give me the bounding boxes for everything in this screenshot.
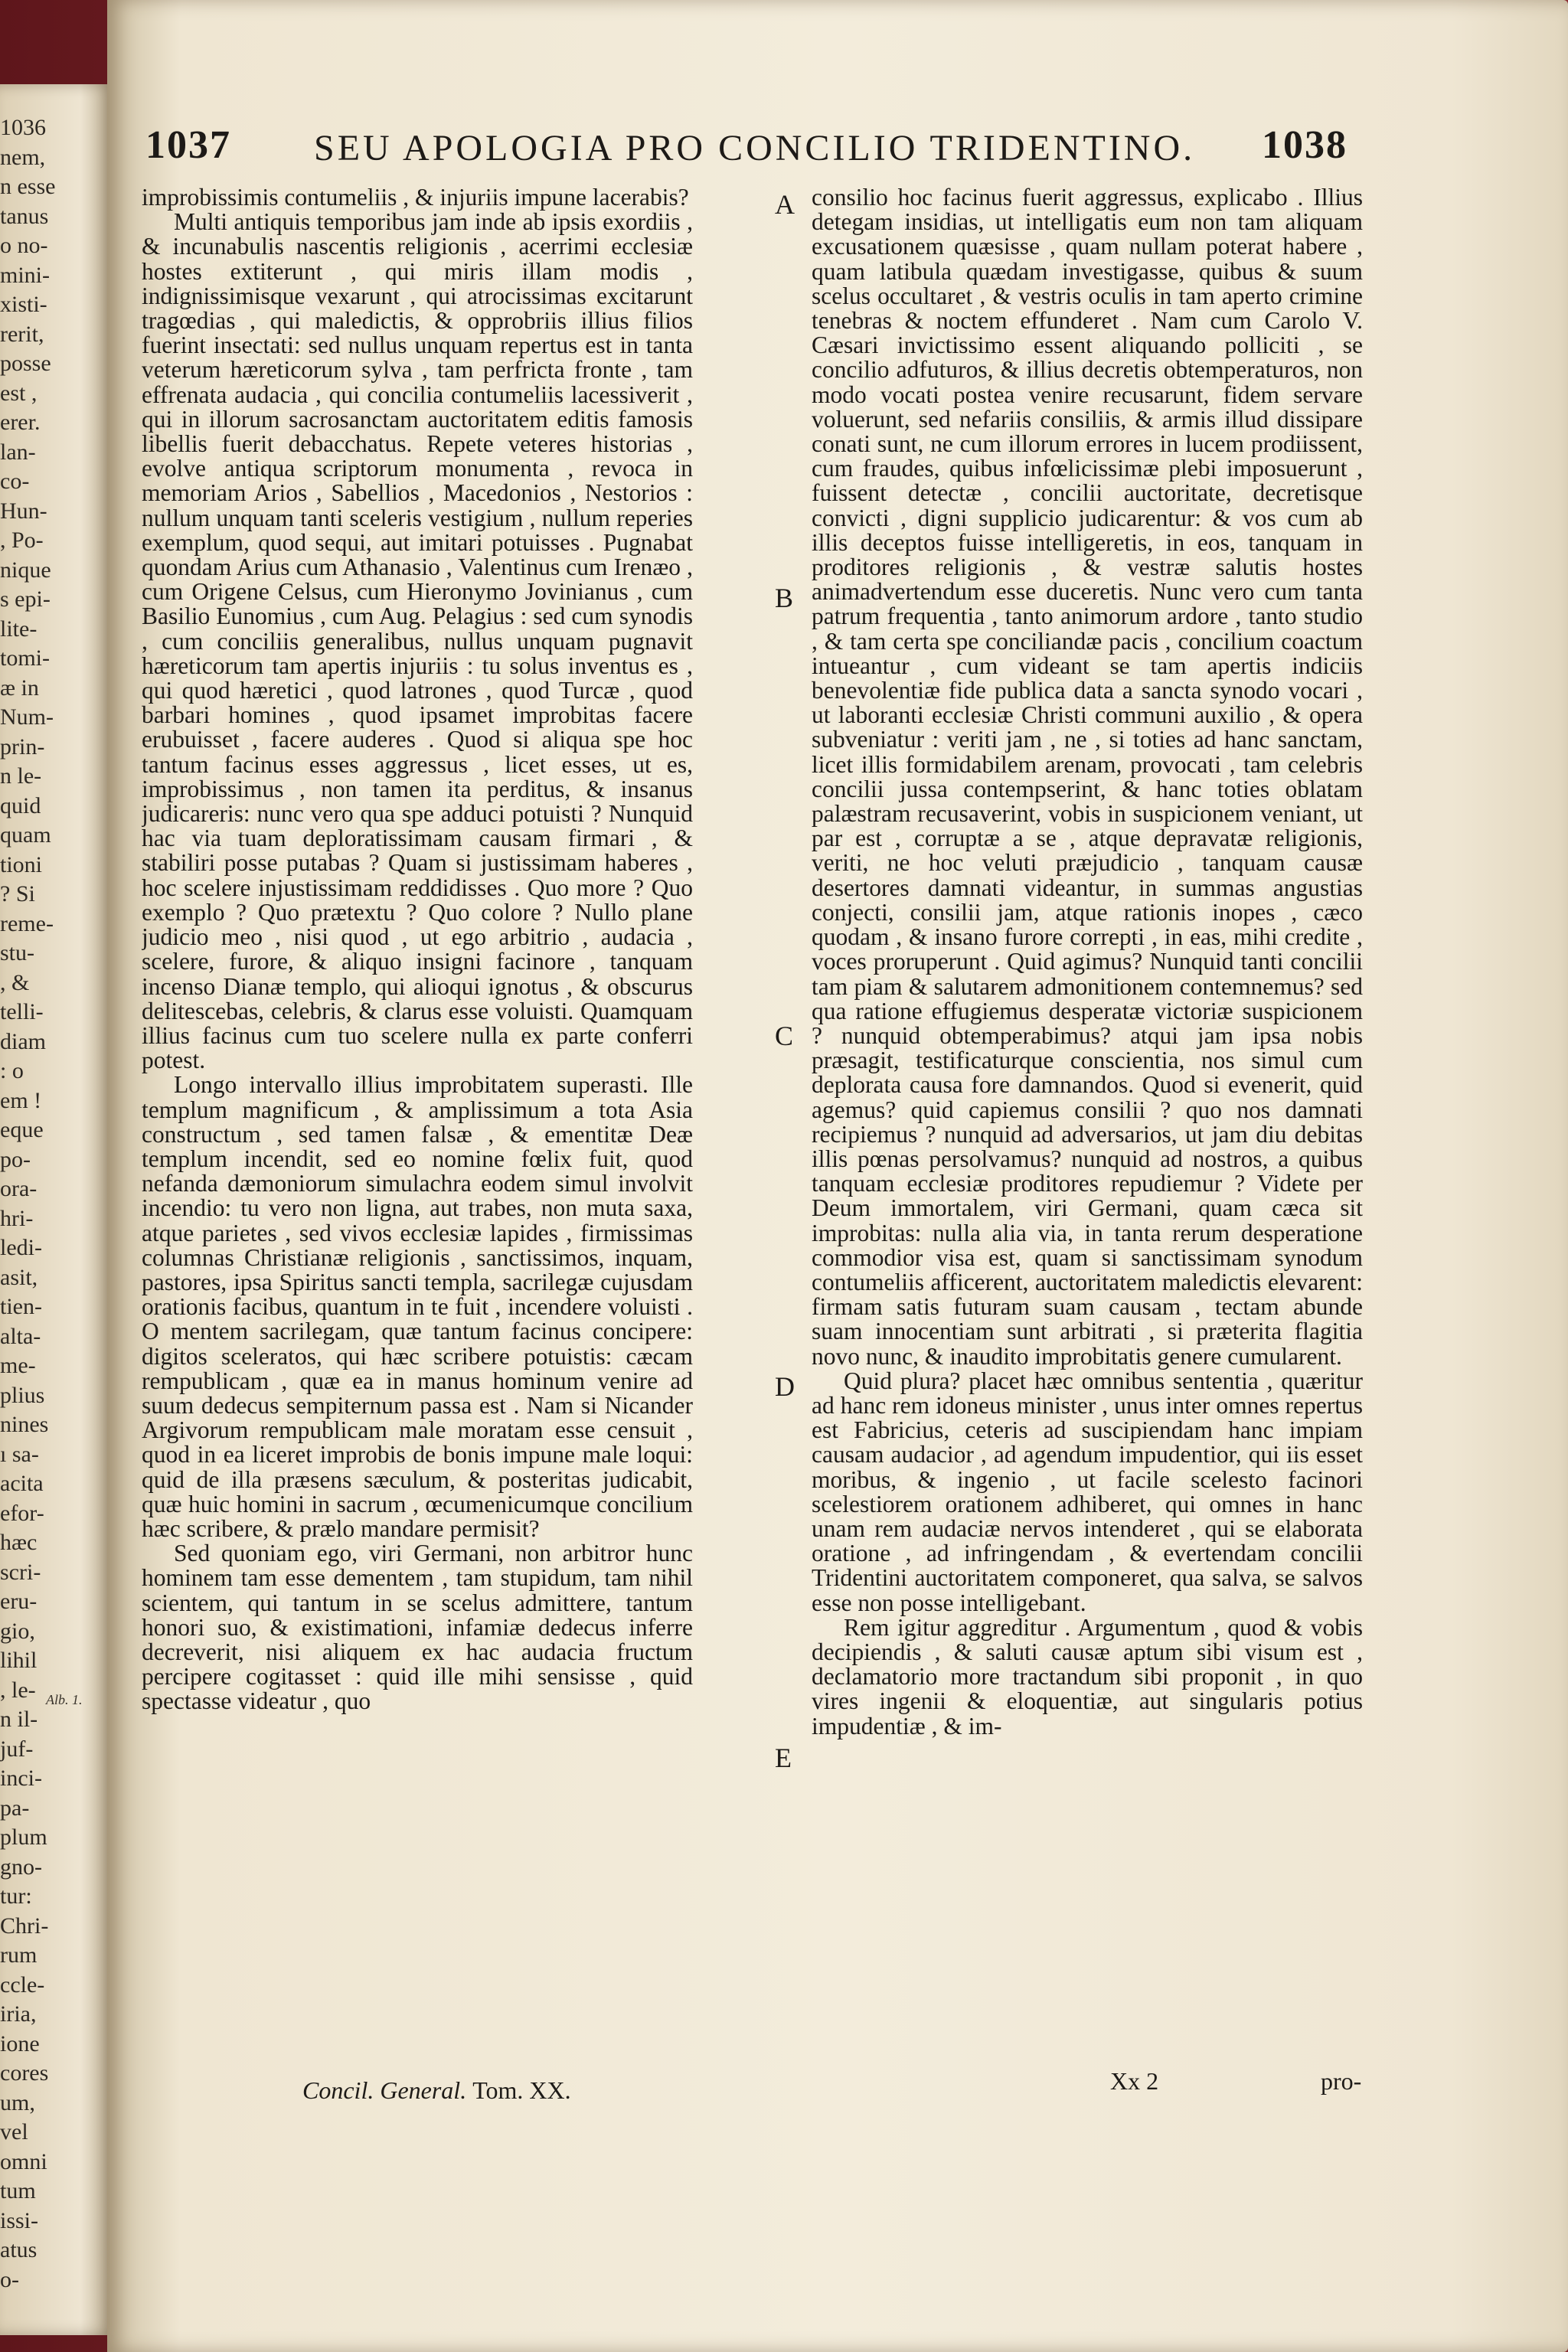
facing-page-fragment: inci- xyxy=(0,1766,42,1791)
right-text-column xyxy=(812,185,1363,2076)
left-page-number: 1037 xyxy=(145,123,231,167)
facing-page-fragment: reme- xyxy=(0,910,54,936)
facing-page-fragment: iria, xyxy=(0,2001,37,2027)
facing-page-fragment: o- xyxy=(0,2266,19,2292)
right-page-number: 1038 xyxy=(1262,123,1348,167)
facing-page-fragment: lihil xyxy=(0,1648,38,1673)
facing-page-fragment: ione xyxy=(0,2030,40,2056)
facing-page-fragment: lan- xyxy=(0,439,36,465)
facing-page-fragment: atus xyxy=(0,2237,38,2262)
facing-page-fragment: æ in xyxy=(0,675,39,701)
facing-page-fragment: hri- xyxy=(0,1205,34,1231)
facing-page-fragment: omni xyxy=(0,2148,47,2174)
facing-page-fragment: Chri- xyxy=(0,1913,49,1939)
page-header xyxy=(145,122,1348,176)
margin-letter-b: B xyxy=(775,583,794,613)
facing-page-fragment: quam xyxy=(0,822,51,848)
facing-page-fragment: acita xyxy=(0,1471,44,1496)
margin-letter-e: E xyxy=(775,1743,792,1773)
facing-page-fragment: xisti- xyxy=(0,292,47,317)
facing-page-fragment: alta- xyxy=(0,1323,41,1349)
facing-page-fragment: hæc xyxy=(0,1530,38,1555)
paragraph: improbissimis contumeliis , & injuriis impune lacerabis? xyxy=(142,185,689,211)
facing-page-fragment: lite- xyxy=(0,616,38,642)
left-text-column xyxy=(142,185,693,2076)
facing-page-fragment: nines xyxy=(0,1412,49,1437)
facing-page-fragment: tur: xyxy=(0,1883,32,1909)
facing-page-fragment: diam xyxy=(0,1028,46,1054)
facing-page-fragment: scri- xyxy=(0,1559,41,1585)
facing-page-fragment: vel xyxy=(0,2119,28,2145)
facing-page-fragment: posse xyxy=(0,351,51,376)
facing-page-fragment: rerit, xyxy=(0,321,44,347)
facing-page-fragment: tomi- xyxy=(0,645,50,671)
facing-page-fragment: s epi- xyxy=(0,586,51,612)
facing-page-fragment: tioni xyxy=(0,851,43,877)
facing-page-fragment: ? Si xyxy=(0,881,35,906)
facing-page-fragment: asit, xyxy=(0,1264,38,1290)
paragraph: consilio hoc facinus fuerit aggressus, explicabo . Illius detegam insidias, ut intelligatis eum non tam aliquam excusationem quæsisse , quam nullam poterat habere , quam latibula quædam investigasse, quibus & suum scelus occultaret , & vestris oculis in tam aperto crimine tenebras & noctem effunderet . Nam cum Carolo V. Cæsari invictissimo essent aliquando polliciti , se concilio adfuturos, & illius decretis obtemperaturos, non modo vocati postea venire recusarunt, fidem servare voluerunt, sed nefariis consiliis, & armis illud dissipare conati sunt, ne cum illorum errores in lucem prodiissent, cum fraudes, quibus infœlicissimæ plebi imposuerunt , fuissent detectæ , concilii auctoritate, decretisque convicti , digni supplicio judicarentur: & vos cum ab illis deceptos fuisse intelligeretis, in eos, tanquam in proditores religionis , & vestræ salutis hostes animadvertendum esse duceretis. Nunc vero cum tanta patrum frequentia , tanto animorum ardore , tanto studio , & tam certa spe conciliandæ pacis , concilium coactum intueantur , cum videant se tam apertis indiciis benevolentiæ fide publica data a sancta synodo vocari , ut laboranti ecclesiæ Christi communi auxilio , & opera subveniatur : veriti jam , ne , si toties ad hanc sanctam, licet illis formidabilem arenam, provocati , tam celebris concilii jussa contempserint, & hanc toties oblatam palæstram recusaverint, vobis in suspicionem veniant, ut par est , corruptæ a se , atque depravatæ religionis, veriti, ne hoc veluti præjudicio , tanquam causæ desertores damnati videantur, in summas angustias conjecti, consilii jam, atque rationis inopes , cæco quodam , & insano furore correpti , in eas, mihi credite , voces proruperunt . Quid agimus? Nunquid tanti concilii tam piam & salutarem admonitionem contemnemus? sed qua ratione effugiemus desperatæ victoriæ suspicionem ? nunquid obtemperabimus? atqui jam ipsa nobis præsagit, testificaturque conscientia, nos simul cum deplorata causa fore damnandos. Quod si evenerit, quid agemus? quid capiemus consilii ? quo nos damnati recipiemus ? nunquid ad adversarios, ut jam diu debitas illis pœnas persolvamus? nunquid ad nostros, a quibus tanquam ecclesiæ proditores repudiemur ? Videte per Deum immortalem, viri Germani, quam cæca sit improbitas: nulla alia via, in tanta rerum desperatione commodior visa est, quam si sanctissimam synodum contumeliis afficerent, auctoritatem maledictis elevarent: firmam satis futuram suam causam , tectam abunde suam innocentiam sunt arbitrati , si præterita flagitia novo nunc, & inaudito improbitatis genere cumularent. xyxy=(812,185,1363,1370)
facing-page-edge xyxy=(0,84,115,2335)
facing-page-fragment: , & xyxy=(0,969,30,995)
signature-right: Xx 2 xyxy=(1110,2067,1159,2095)
facing-page-fragment: tanus xyxy=(0,203,49,229)
facing-page-fragment: Hun- xyxy=(0,498,47,524)
facing-page-fragment: quid xyxy=(0,792,41,818)
facing-page-fragment: ı sa- xyxy=(0,1441,39,1467)
paragraph: Rem igitur aggreditur . Argumentum , quod & vobis decipiendis , & saluti causæ aptum sibi visum est , declamatorio more tractandum sibi proponit , in quo vires ingenii & eloquentiæ, aut singularis potius impudentiæ , & im- xyxy=(812,1613,1363,1740)
facing-page-fragment: : o xyxy=(0,1058,24,1083)
signature-left: Concil. General. xyxy=(302,2076,467,2104)
facing-page-fragment: rum xyxy=(0,1942,38,1968)
facing-page-fragment: juf- xyxy=(0,1736,34,1762)
facing-page-fragment: , Po- xyxy=(0,528,44,553)
facing-page-fragment: eque xyxy=(0,1117,44,1142)
facing-page-fragment: me- xyxy=(0,1353,36,1378)
facing-page-fragment: po- xyxy=(0,1146,31,1172)
facing-page-fragment: nem, xyxy=(0,144,46,170)
facing-page-fragment: plius xyxy=(0,1382,45,1408)
facing-page-fragment: eru- xyxy=(0,1589,38,1614)
facing-page-fragment: n esse xyxy=(0,174,56,199)
facing-page-fragment: stu- xyxy=(0,940,34,965)
facing-page-fragment: gio, xyxy=(0,1618,35,1644)
catchword: pro- xyxy=(1321,2067,1362,2095)
margin-letter-d: D xyxy=(775,1371,795,1402)
margin-letter-c: C xyxy=(775,1021,794,1051)
volume-label: Tom. XX. xyxy=(472,2076,571,2104)
facing-page-fragment: tum xyxy=(0,2178,36,2203)
facing-page-fragment: n le- xyxy=(0,763,42,789)
facing-page-fragment: ccle- xyxy=(0,1971,45,1998)
signature-mark xyxy=(302,2076,571,2105)
paragraph: Longo intervallo illius improbitatem superasti. Ille templum magnificum , & amplissimum a tota Asia constructum , sed tamen falsæ , & ementitæ Deæ templum incendit, sed eo nomine fœlix fuit, quod nefanda dæmoniorum simulachra eodem simul involvit incendio: tu vero non ligna, aut trabes, non muta saxa, atque parietes , sed vivos ecclesiæ lapides , firmissimas columnas Christianæ religionis , sanctissimos, inquam, pastores, ipsa Spiritus sancti templa, sacrilegæ cujusdam orationis facibus, quantum in te fuit , incendere voluisti . O mentem sacrilegam, quæ tantum facinus concipere: digitos sceleratos, qui hæc scribere potuistis: cæcam rempublicam , quæ ea in manus hominum venire ad suum dedecus sempiternum passa est . Nam si Nicander Argivorum rempublicam male moratam esse censuit , quod in ea liceret improbis de bonis impune male loqui: quid de illa præsens sæculum, & posteritas judicabit, quæ huic homini in sacrum , œcumenicumque concilium hæc scribere, & prælo mandare permisit? xyxy=(142,1071,693,1542)
facing-page-fragment: Num- xyxy=(0,704,54,730)
facing-page-fragment: em ! xyxy=(0,1087,42,1113)
facing-page-fragment: nique xyxy=(0,557,51,583)
left-margin-note: Alb. 1. xyxy=(46,1692,83,1707)
facing-page-fragment: issi- xyxy=(0,2207,39,2233)
facing-page-fragment: efor- xyxy=(0,1500,44,1526)
margin-letter-a: A xyxy=(775,189,795,220)
paragraph: Quid plura? placet hæc omnibus sententia , quæritur ad hanc rem idoneus minister , unus inter omnes repertus est Fabricius, ceteris ad suscipiendam hanc impiam causam audacior , ad agendum impudentior, qui iis esset moribus, & ingenio , ut facile scelesto facinori scelestiorem orationem adhiberet, qui omnes in hanc unam rem audaciæ nervos intenderet , qui se elaborata oratione , ad infringendam , & evertendam concilii Tridentini auctoritatem componeret, qua salva, se salvos esse non posse intelligebant. xyxy=(812,1367,1363,1616)
facing-page-fragment: est , xyxy=(0,380,38,406)
paragraph: Sed quoniam ego, viri Germani, non arbitror hunc hominem tam esse dementem , tam stupidum, tam nihil scientem, qui tantum in se scelus admittere, tantum honori suo, & existimationi, infamiæ dedecus inferre decreverit, nisi aliquem ex hac audacia fructum percipere cogitasset : quid ille mihi sensisse , quid spectasse videatur , quo xyxy=(142,1540,693,1715)
facing-page-fragment: , le- xyxy=(0,1677,36,1703)
facing-page-fragment: plum xyxy=(0,1824,47,1850)
facing-page-fragment: um, xyxy=(0,2089,35,2115)
facing-page-fragment: prin- xyxy=(0,733,45,760)
facing-page-fragment: co- xyxy=(0,469,30,494)
running-title: SEU APOLOGIA PRO CONCILIO TRIDENTINO. xyxy=(314,128,1196,168)
facing-page-fragment: mini- xyxy=(0,262,50,288)
facing-page-fragment: ledi- xyxy=(0,1235,42,1260)
facing-page-fragment: 1036 xyxy=(0,115,46,140)
facing-page-fragment: n il- xyxy=(0,1707,38,1732)
facing-page-fragment: tien- xyxy=(0,1294,42,1319)
facing-page-fragment: telli- xyxy=(0,999,44,1024)
facing-page-fragment: erer. xyxy=(0,410,41,435)
facing-page-fragment: gno- xyxy=(0,1854,42,1880)
facing-page-fragment: cores xyxy=(0,2060,49,2086)
facing-page-fragment: o no- xyxy=(0,233,48,258)
facing-page-fragment: pa- xyxy=(0,1795,30,1821)
paragraph: Multi antiquis temporibus jam inde ab ipsis exordiis , & incunabulis nascentis religionis , acerrimi ecclesiæ hostes extiterunt , qui miris illam modis , indignissimisque vexarunt , qui atrocissimas excitarunt tragœdias , qui maledictis, & opprobriis illius filios fuerint insectati: sed nullus unquam repertus est in tanta veterum hæreticorum sylva , tam perfricta fronte , tam effrenata audacia , qui concilia contumeliis lacessiverit , qui in illorum sacrosanctam auctoritatem editis famosis libellis fuerit debacchatus. Repete veteres historias , evolve antiqua scriptorum monumenta , revoca in memoriam Arios , Sabellios , Macedonios , Nestorios : nullum unquam tanti sceleris vestigium , nullum reperies exemplum, quod sequi, aut imitari potuisses . Pugnabat quondam Arius cum Athanasio , Valentinus cum Irenæo , cum Origene Celsus, cum Hieronymo Jovinianus , cum Basilio Eunomius , cum Aug. Pelagius : sed cum synodis , cum conciliis generalibus, nullus unquam pugnavit hæreticorum tam apertis injuriis : tu solus inventus es , qui quod hæretici , quod latrones , quod Turcæ , quod barbari homines , quod ipsamet improbitas facere erubuisset , facere auderes . Quod si aliqua spe hoc tantum facinus esses aggressus , licet esses, ut es, improbissimus , non tamen ita perditus, & insanus judicareris: nunc vero qua spe adduci potuisti ? Nunquid hac via tuam deploratissimam causam firmari , & stabiliri posse putabas ? Quam si justissimam haberes , hoc scelere injustissimam reddidisses . Quo more ? Quo exemplo ? Quo prætextu ? Quo colore ? Nullo plane judicio meo , nisi quod , ut ego arbitrio , audacia , scelere, furore, & aliquo insigni facinore , tanquam incenso Dianæ templo, qui alioqui ignotus , & obscurus delitescebas, celebris, & clarus esse voluisti. Quamquam illius facinus cum tuo scelere nulla ex parte conferri potest. xyxy=(142,208,693,1074)
facing-page-fragment: ora- xyxy=(0,1176,38,1201)
